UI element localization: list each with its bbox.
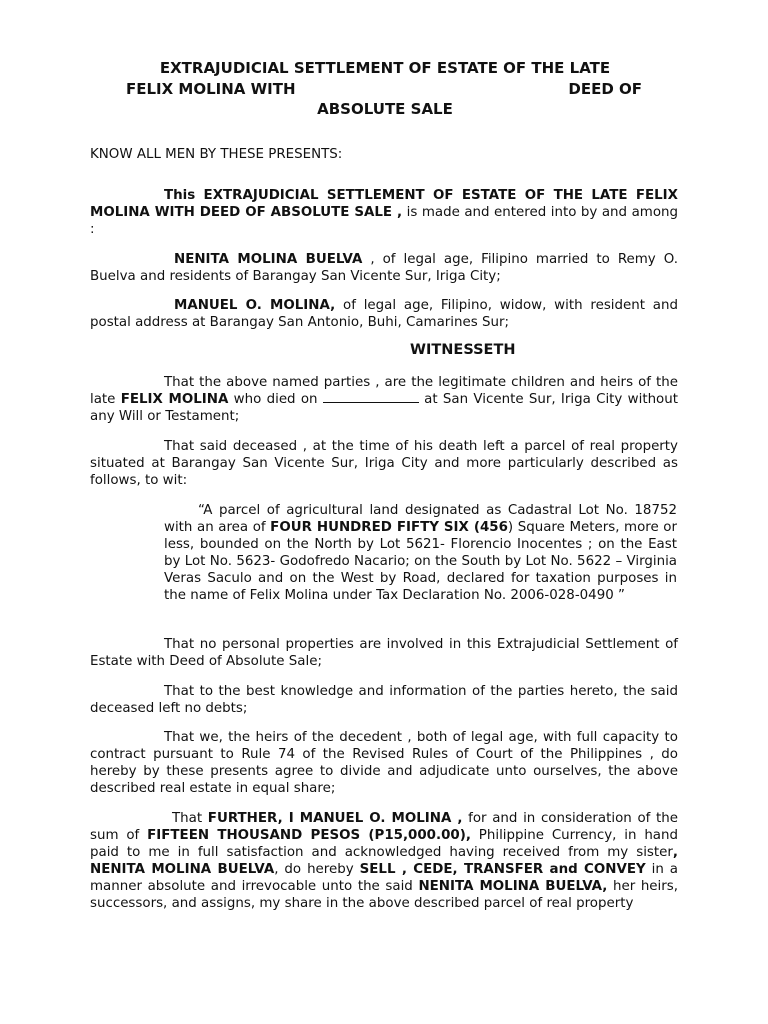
sale-bold-seller: FURTHER, I MANUEL O. MOLINA , <box>207 811 463 826</box>
heirs-text-a: That the above named parties , are the legitimate children and heirs of the late <box>90 375 678 407</box>
sale-text-e: , do hereby <box>274 862 360 877</box>
know-all-men-heading: KNOW ALL MEN BY THESE PRESENTS: <box>90 147 343 162</box>
party-2-details: of legal age, Filipino, widow, with resident and postal address at Barangay San Antonio, Buhi, Camarines Sur; <box>90 298 678 330</box>
title-line-1: EXTRAJUDICIAL SETTLEMENT OF ESTATE OF THE LATE <box>159 59 611 77</box>
sale-bold-buyer: , NENITA MOLINA BUELVA <box>90 845 678 877</box>
paragraph-sale <box>90 810 678 912</box>
sale-text-c: for and in consideration of the sum of <box>90 811 678 843</box>
sale-bold-amount: FIFTEEN THOUSAND PESOS (P15,000.00), <box>147 828 471 843</box>
title-line-2-right: DEED OF <box>568 79 642 98</box>
paragraph-no-debts: That to the best knowledge and information of the parties hereto, the said deceased left no debts; <box>90 684 678 716</box>
document-title <box>90 58 680 120</box>
party-2-paragraph <box>90 297 678 331</box>
heirs-text-b: who died on <box>228 392 323 407</box>
party-1-paragraph <box>90 251 678 285</box>
intro-paragraph <box>90 187 678 238</box>
intro-bold: This EXTRAJUDICIAL SETTLEMENT OF ESTATE OF THE LATE FELIX MOLINA WITH DEED OF ABSOLUTE SALE , <box>90 188 678 220</box>
sale-text-d: Philippine Currency, in hand paid to me in full satisfaction and acknowledged having received from my sister <box>90 828 678 860</box>
party-1-details: , of legal age, Filipino married to Remy O. Buelva and residents of Barangay San Vicente Sur, Iriga City; <box>90 252 678 284</box>
quote-area-bold: FOUR HUNDRED FIFTY SIX (456 <box>270 520 508 535</box>
paragraph-adjudication: That we, the heirs of the decedent , both of legal age, with full capacity to contract pursuant to Rule 74 of the Revised Rules of Court of the Philippines , do hereby by these presents agree to divide and adjudicate unto ourselves, the above described real estate in equal share; <box>90 730 678 796</box>
sale-bold-buyer-2: NENITA MOLINA BUELVA, <box>418 879 608 894</box>
paragraph-no-personal-properties: That no personal properties are involved in this Extrajudicial Settlement of Estate with Deed of Absolute Sale; <box>90 637 678 669</box>
sale-text-a: That <box>172 811 208 826</box>
sale-bold-conveyance: SELL , CEDE, TRANSFER and CONVEY <box>359 862 646 877</box>
title-line-2-left: FELIX MOLINA WITH <box>126 79 296 98</box>
intro-rest: is made and entered into by and among : <box>90 205 678 237</box>
title-line-3: ABSOLUTE SALE <box>317 100 453 118</box>
property-description-quote <box>164 502 677 604</box>
witnesseth-heading: WITNESSETH <box>410 342 516 358</box>
party-2-name: MANUEL O. MOLINA, <box>174 298 336 313</box>
sale-text-f: in a manner absolute and irrevocable unto the said <box>90 862 678 894</box>
heirs-text-c: at San Vicente Sur, Iriga City without any Will or Testament; <box>90 392 678 424</box>
party-1-name: NENITA MOLINA BUELVA <box>174 252 363 267</box>
date-of-death-blank <box>323 391 419 403</box>
paragraph-property: That said deceased , at the time of his death left a parcel of real property situated at Barangay San Vicente Sur, Iriga City and more particularly described as follows, to wit: <box>90 439 678 488</box>
quote-text-a: “A parcel of agricultural land designated as Cadastral Lot No. 18752 with an area of <box>164 503 677 535</box>
title-line-2 <box>90 79 680 100</box>
deceased-name: FELIX MOLINA <box>120 392 229 407</box>
paragraph-heirs <box>90 374 678 425</box>
sale-text-g: her heirs, successors, and assigns, my share in the above described parcel of real property <box>90 879 679 911</box>
quote-text-b: ) Square Meters, more or less, bounded on the North by Lot 5621- Florencio Inocentes ; on the East by Lot No. 5623- Godofredo Nacario; on the South by Lot No. 5622 – Virginia Veras Saculo and on the West by Road, declared for taxation purposes in the name of Felix Molina under Tax Declaration No. 2006-028-0490 ” <box>164 520 677 603</box>
